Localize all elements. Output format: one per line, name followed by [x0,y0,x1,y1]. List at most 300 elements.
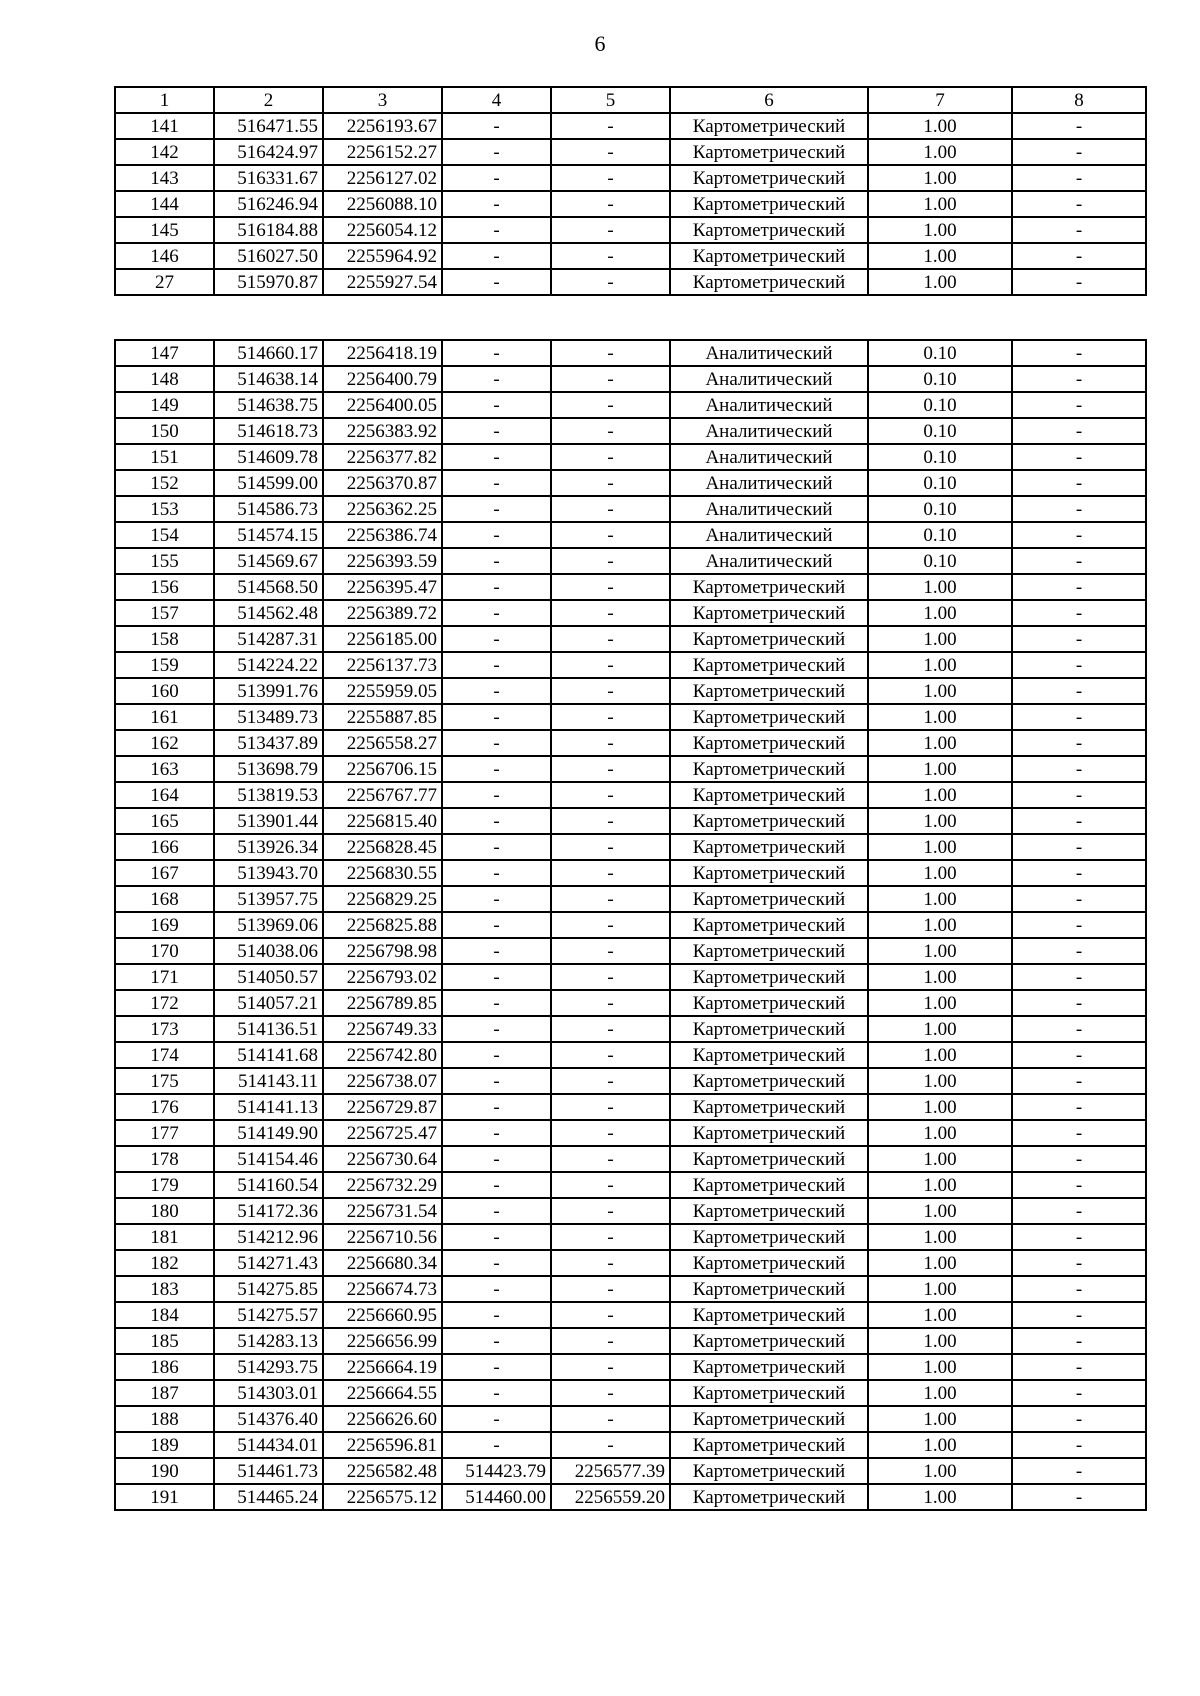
prev-x-cell: - [442,886,551,912]
y-coordinate-cell: 2256830.55 [323,860,442,886]
table-row [115,1328,1146,1354]
x-coordinate-cell: 514050.57 [214,964,323,990]
method-cell: Картометрический [670,243,868,269]
y-coordinate-cell: 2256575.12 [323,1484,442,1510]
column-header: 1 [115,87,214,113]
point-number-cell: 27 [115,269,214,295]
y-coordinate-cell: 2256660.95 [323,1302,442,1328]
x-coordinate-cell: 514287.31 [214,626,323,652]
table-row [115,1094,1146,1120]
point-number-cell: 190 [115,1458,214,1484]
method-cell: Картометрический [670,808,868,834]
method-cell: Картометрический [670,1198,868,1224]
method-cell: Картометрический [670,1302,868,1328]
x-coordinate-cell: 514160.54 [214,1172,323,1198]
prev-x-cell: - [442,269,551,295]
accuracy-cell: 1.00 [868,886,1012,912]
table-row [115,808,1146,834]
y-coordinate-cell: 2256393.59 [323,548,442,574]
prev-x-cell: - [442,1250,551,1276]
prev-y-cell: - [551,269,670,295]
prev-y-cell: - [551,191,670,217]
prev-x-cell: - [442,1042,551,1068]
y-coordinate-cell: 2256185.00 [323,626,442,652]
accuracy-cell: 1.00 [868,938,1012,964]
prev-y-cell: - [551,392,670,418]
point-number-cell: 179 [115,1172,214,1198]
prev-x-cell: - [442,912,551,938]
description-cell: - [1012,548,1146,574]
x-coordinate-cell: 516424.97 [214,139,323,165]
prev-x-cell: - [442,938,551,964]
y-coordinate-cell: 2256767.77 [323,782,442,808]
accuracy-cell: 1.00 [868,217,1012,243]
description-cell: - [1012,496,1146,522]
accuracy-cell: 1.00 [868,1380,1012,1406]
method-cell: Картометрический [670,1484,868,1510]
x-coordinate-cell: 514574.15 [214,522,323,548]
description-cell: - [1012,1328,1146,1354]
point-number-cell: 156 [115,574,214,600]
prev-y-cell: - [551,548,670,574]
y-coordinate-cell: 2256582.48 [323,1458,442,1484]
accuracy-cell: 1.00 [868,1120,1012,1146]
point-number-cell: 169 [115,912,214,938]
method-cell: Картометрический [670,1432,868,1458]
y-coordinate-cell: 2256674.73 [323,1276,442,1302]
accuracy-cell: 1.00 [868,1432,1012,1458]
x-coordinate-cell: 513901.44 [214,808,323,834]
table-row [115,1354,1146,1380]
prev-x-cell: - [442,444,551,470]
prev-x-cell: - [442,418,551,444]
column-header: 6 [670,87,868,113]
point-number-cell: 158 [115,626,214,652]
y-coordinate-cell: 2256742.80 [323,1042,442,1068]
x-coordinate-cell: 513698.79 [214,756,323,782]
y-coordinate-cell: 2256088.10 [323,191,442,217]
description-cell: - [1012,470,1146,496]
y-coordinate-cell: 2256152.27 [323,139,442,165]
prev-y-cell: - [551,574,670,600]
description-cell: - [1012,1276,1146,1302]
table-row [115,1458,1146,1484]
point-number-cell: 164 [115,782,214,808]
accuracy-cell: 0.10 [868,366,1012,392]
y-coordinate-cell: 2256596.81 [323,1432,442,1458]
prev-y-cell: - [551,886,670,912]
point-number-cell: 150 [115,418,214,444]
x-coordinate-cell: 514057.21 [214,990,323,1016]
x-coordinate-cell: 513943.70 [214,860,323,886]
x-coordinate-cell: 516331.67 [214,165,323,191]
column-header: 7 [868,87,1012,113]
prev-y-cell: - [551,704,670,730]
method-cell: Картометрический [670,1120,868,1146]
point-number-cell: 142 [115,139,214,165]
prev-y-cell: - [551,165,670,191]
prev-x-cell: - [442,808,551,834]
method-cell: Картометрический [670,574,868,600]
description-cell: - [1012,1458,1146,1484]
prev-y-cell: - [551,600,670,626]
prev-y-cell: - [551,418,670,444]
prev-x-cell: - [442,139,551,165]
point-number-cell: 153 [115,496,214,522]
x-coordinate-cell: 514275.57 [214,1302,323,1328]
y-coordinate-cell: 2256789.85 [323,990,442,1016]
description-cell: - [1012,1042,1146,1068]
description-cell: - [1012,1224,1146,1250]
point-number-cell: 149 [115,392,214,418]
accuracy-cell: 0.10 [868,496,1012,522]
point-number-cell: 162 [115,730,214,756]
prev-y-cell: - [551,782,670,808]
point-number-cell: 171 [115,964,214,990]
prev-x-cell: - [442,1302,551,1328]
method-cell: Аналитический [670,340,868,366]
method-cell: Аналитический [670,470,868,496]
accuracy-cell: 1.00 [868,1406,1012,1432]
accuracy-cell: 0.10 [868,548,1012,574]
description-cell: - [1012,834,1146,860]
table-row [115,1198,1146,1224]
accuracy-cell: 0.10 [868,392,1012,418]
accuracy-cell: 1.00 [868,1068,1012,1094]
description-cell: - [1012,860,1146,886]
y-coordinate-cell: 2256558.27 [323,730,442,756]
x-coordinate-cell: 514154.46 [214,1146,323,1172]
y-coordinate-cell: 2256377.82 [323,444,442,470]
point-number-cell: 160 [115,678,214,704]
accuracy-cell: 1.00 [868,834,1012,860]
point-number-cell: 189 [115,1432,214,1458]
point-number-cell: 185 [115,1328,214,1354]
point-number-cell: 155 [115,548,214,574]
point-number-cell: 159 [115,652,214,678]
accuracy-cell: 1.00 [868,1354,1012,1380]
y-coordinate-cell: 2256127.02 [323,165,442,191]
method-cell: Аналитический [670,522,868,548]
y-coordinate-cell: 2256664.55 [323,1380,442,1406]
table-row [115,496,1146,522]
column-header: 5 [551,87,670,113]
method-cell: Картометрический [670,912,868,938]
method-cell: Картометрический [670,964,868,990]
prev-y-cell: - [551,1120,670,1146]
prev-x-cell: - [442,1380,551,1406]
prev-y-cell: - [551,1198,670,1224]
column-header: 4 [442,87,551,113]
accuracy-cell: 1.00 [868,808,1012,834]
accuracy-cell: 1.00 [868,165,1012,191]
description-cell: - [1012,139,1146,165]
x-coordinate-cell: 513991.76 [214,678,323,704]
table-row [115,1276,1146,1302]
prev-x-cell: - [442,834,551,860]
accuracy-cell: 1.00 [868,1224,1012,1250]
method-cell: Картометрический [670,191,868,217]
method-cell: Аналитический [670,392,868,418]
prev-y-cell: - [551,730,670,756]
accuracy-cell: 1.00 [868,678,1012,704]
table-row [115,834,1146,860]
accuracy-cell: 0.10 [868,340,1012,366]
y-coordinate-cell: 2256362.25 [323,496,442,522]
prev-x-cell: - [442,1094,551,1120]
method-cell: Картометрический [670,1406,868,1432]
point-number-cell: 188 [115,1406,214,1432]
y-coordinate-cell: 2256729.87 [323,1094,442,1120]
table-row [115,1172,1146,1198]
description-cell: - [1012,269,1146,295]
point-number-cell: 170 [115,938,214,964]
prev-x-cell: - [442,1276,551,1302]
description-cell: - [1012,886,1146,912]
prev-y-cell: - [551,1042,670,1068]
point-number-cell: 157 [115,600,214,626]
point-number-cell: 165 [115,808,214,834]
point-number-cell: 168 [115,886,214,912]
method-cell: Картометрический [670,600,868,626]
prev-y-cell: - [551,1302,670,1328]
accuracy-cell: 0.10 [868,444,1012,470]
accuracy-cell: 1.00 [868,730,1012,756]
description-cell: - [1012,1120,1146,1146]
description-cell: - [1012,938,1146,964]
point-number-cell: 184 [115,1302,214,1328]
point-number-cell: 147 [115,340,214,366]
description-cell: - [1012,1198,1146,1224]
y-coordinate-cell: 2256680.34 [323,1250,442,1276]
method-cell: Картометрический [670,139,868,165]
prev-y-cell: - [551,1094,670,1120]
point-number-cell: 183 [115,1276,214,1302]
prev-x-cell: - [442,496,551,522]
x-coordinate-cell: 514638.14 [214,366,323,392]
y-coordinate-cell: 2256749.33 [323,1016,442,1042]
prev-x-cell: - [442,340,551,366]
accuracy-cell: 1.00 [868,756,1012,782]
table-row [115,990,1146,1016]
description-cell: - [1012,1146,1146,1172]
prev-y-cell: - [551,808,670,834]
table-row [115,418,1146,444]
prev-y-cell: - [551,1432,670,1458]
method-cell: Картометрический [670,626,868,652]
accuracy-cell: 1.00 [868,990,1012,1016]
y-coordinate-cell: 2256389.72 [323,600,442,626]
y-coordinate-cell: 2256664.19 [323,1354,442,1380]
prev-x-cell: - [442,217,551,243]
table-row [115,652,1146,678]
method-cell: Картометрический [670,834,868,860]
accuracy-cell: 1.00 [868,782,1012,808]
description-cell: - [1012,574,1146,600]
point-number-cell: 144 [115,191,214,217]
accuracy-cell: 0.10 [868,418,1012,444]
prev-x-cell: - [442,165,551,191]
prev-x-cell: - [442,1224,551,1250]
prev-y-cell: - [551,1016,670,1042]
prev-y-cell: - [551,964,670,990]
method-cell: Картометрический [670,113,868,139]
table-row [115,444,1146,470]
method-cell: Картометрический [670,269,868,295]
prev-x-cell: - [442,600,551,626]
x-coordinate-cell: 514275.85 [214,1276,323,1302]
description-cell: - [1012,1406,1146,1432]
table-row [115,522,1146,548]
y-coordinate-cell: 2256054.12 [323,217,442,243]
y-coordinate-cell: 2256828.45 [323,834,442,860]
table-row [115,1224,1146,1250]
method-cell: Картометрический [670,1380,868,1406]
prev-x-cell: - [442,522,551,548]
point-number-cell: 175 [115,1068,214,1094]
prev-x-cell: - [442,548,551,574]
method-cell: Картометрический [670,938,868,964]
x-coordinate-cell: 514618.73 [214,418,323,444]
table-row [115,165,1146,191]
description-cell: - [1012,678,1146,704]
prev-x-cell: - [442,1328,551,1354]
x-coordinate-cell: 516027.50 [214,243,323,269]
prev-x-cell: - [442,730,551,756]
y-coordinate-cell: 2256656.99 [323,1328,442,1354]
description-cell: - [1012,392,1146,418]
prev-x-cell: - [442,1146,551,1172]
accuracy-cell: 1.00 [868,600,1012,626]
table-row [115,574,1146,600]
accuracy-cell: 1.00 [868,912,1012,938]
description-cell: - [1012,652,1146,678]
description-cell: - [1012,808,1146,834]
description-cell: - [1012,626,1146,652]
method-cell: Картометрический [670,1016,868,1042]
prev-y-cell: - [551,1328,670,1354]
description-cell: - [1012,418,1146,444]
table-row [115,756,1146,782]
x-coordinate-cell: 514609.78 [214,444,323,470]
y-coordinate-cell: 2256193.67 [323,113,442,139]
column-header: 3 [323,87,442,113]
x-coordinate-cell: 514434.01 [214,1432,323,1458]
x-coordinate-cell: 513819.53 [214,782,323,808]
description-cell: - [1012,782,1146,808]
prev-y-cell: - [551,243,670,269]
prev-x-cell: - [442,113,551,139]
description-cell: - [1012,704,1146,730]
method-cell: Картометрический [670,860,868,886]
table-row [115,113,1146,139]
x-coordinate-cell: 514141.68 [214,1042,323,1068]
point-number-cell: 148 [115,366,214,392]
x-coordinate-cell: 513969.06 [214,912,323,938]
description-cell: - [1012,1250,1146,1276]
accuracy-cell: 1.00 [868,1328,1012,1354]
prev-x-cell: - [442,1198,551,1224]
table-row [115,1250,1146,1276]
method-cell: Картометрический [670,1276,868,1302]
column-header: 2 [214,87,323,113]
x-coordinate-cell: 513489.73 [214,704,323,730]
x-coordinate-cell: 514271.43 [214,1250,323,1276]
y-coordinate-cell: 2256725.47 [323,1120,442,1146]
point-number-cell: 173 [115,1016,214,1042]
prev-y-cell: - [551,860,670,886]
y-coordinate-cell: 2256395.47 [323,574,442,600]
y-coordinate-cell: 2256731.54 [323,1198,442,1224]
method-cell: Картометрический [670,217,868,243]
description-cell: - [1012,600,1146,626]
y-coordinate-cell: 2256706.15 [323,756,442,782]
x-coordinate-cell: 514461.73 [214,1458,323,1484]
accuracy-cell: 1.00 [868,113,1012,139]
y-coordinate-cell: 2255959.05 [323,678,442,704]
y-coordinate-cell: 2256730.64 [323,1146,442,1172]
table-row [115,1432,1146,1458]
method-cell: Аналитический [670,418,868,444]
prev-x-cell: - [442,1016,551,1042]
point-number-cell: 143 [115,165,214,191]
table-row [115,1302,1146,1328]
point-number-cell: 182 [115,1250,214,1276]
x-coordinate-cell: 514136.51 [214,1016,323,1042]
table-row [115,782,1146,808]
table-row [115,243,1146,269]
prev-y-cell: - [551,444,670,470]
y-coordinate-cell: 2256793.02 [323,964,442,990]
accuracy-cell: 1.00 [868,1172,1012,1198]
accuracy-cell: 1.00 [868,1094,1012,1120]
coordinates-table-2 [114,339,1147,1511]
x-coordinate-cell: 514303.01 [214,1380,323,1406]
method-cell: Аналитический [670,548,868,574]
description-cell: - [1012,340,1146,366]
prev-x-cell: - [442,191,551,217]
prev-x-cell: - [442,678,551,704]
point-number-cell: 176 [115,1094,214,1120]
table-row [115,1380,1146,1406]
description-cell: - [1012,964,1146,990]
prev-y-cell: - [551,366,670,392]
method-cell: Картометрический [670,1042,868,1068]
description-cell: - [1012,1354,1146,1380]
method-cell: Картометрический [670,730,868,756]
prev-y-cell: - [551,1406,670,1432]
description-cell: - [1012,1016,1146,1042]
point-number-cell: 151 [115,444,214,470]
point-number-cell: 154 [115,522,214,548]
prev-y-cell: 2256559.20 [551,1484,670,1510]
description-cell: - [1012,1432,1146,1458]
y-coordinate-cell: 2256386.74 [323,522,442,548]
y-coordinate-cell: 2256815.40 [323,808,442,834]
prev-y-cell: - [551,496,670,522]
description-cell: - [1012,165,1146,191]
prev-x-cell: - [442,470,551,496]
description-cell: - [1012,1380,1146,1406]
point-number-cell: 178 [115,1146,214,1172]
method-cell: Картометрический [670,886,868,912]
y-coordinate-cell: 2256400.05 [323,392,442,418]
prev-x-cell: - [442,652,551,678]
prev-y-cell: - [551,834,670,860]
accuracy-cell: 1.00 [868,1484,1012,1510]
accuracy-cell: 1.00 [868,1146,1012,1172]
accuracy-cell: 1.00 [868,704,1012,730]
